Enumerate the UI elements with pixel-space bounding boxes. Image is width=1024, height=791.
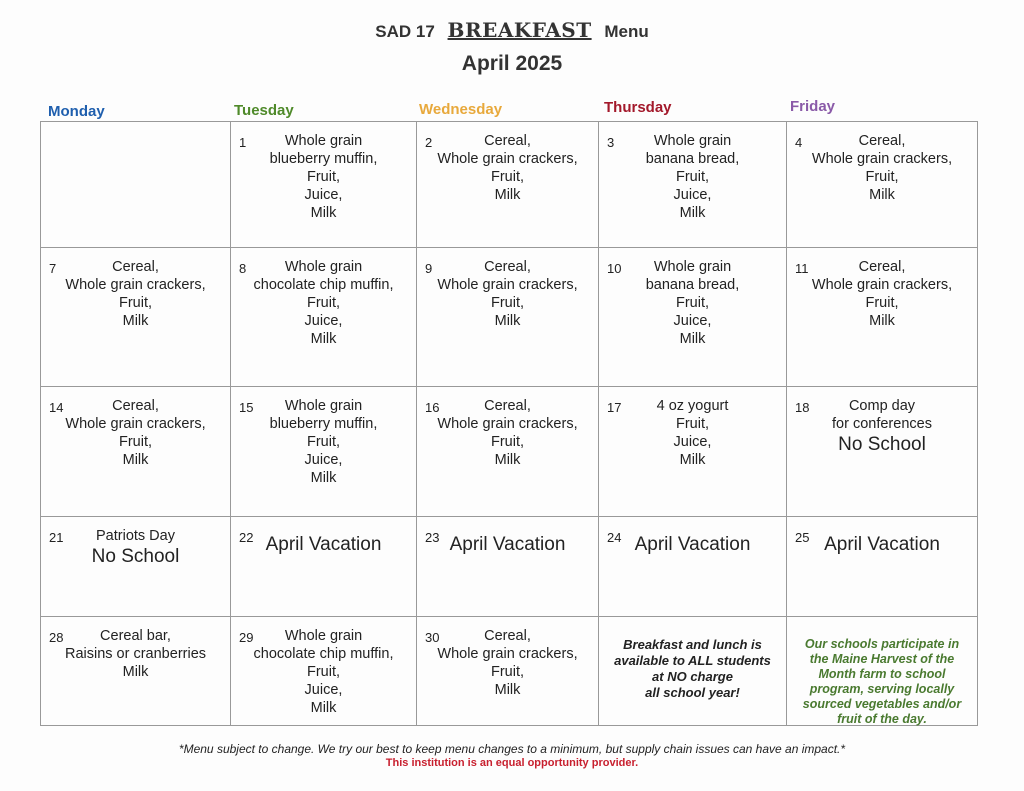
menu-item: Whole grain crackers,	[437, 151, 578, 167]
menu-item: Fruit,	[490, 434, 525, 450]
menu-item: Fruit,	[865, 169, 899, 185]
menu-item: Whole grain	[284, 398, 363, 414]
menu-item: Fruit,	[490, 169, 525, 185]
menu-item: April Vacation	[634, 534, 751, 555]
day-cell-30	[417, 617, 599, 726]
menu-item: Comp day	[848, 398, 916, 414]
menu-item: Whole grain crackers,	[811, 151, 953, 167]
menu-item: Juice,	[673, 434, 712, 450]
note-cell	[787, 617, 978, 726]
menu-item: Whole grain crackers,	[437, 416, 578, 432]
day-number: 29	[239, 630, 254, 645]
menu-items	[599, 527, 786, 557]
menu-item: Cereal,	[484, 398, 531, 414]
day-number: 18	[795, 400, 810, 415]
menu-item: April Vacation	[265, 534, 382, 555]
day-cell-28	[41, 617, 231, 726]
day-cell-2	[417, 122, 599, 248]
day-number: 22	[239, 530, 254, 545]
menu-item: chocolate chip muffin,	[253, 277, 394, 293]
menu-item: Juice,	[304, 313, 343, 329]
menu-items	[787, 527, 977, 557]
note-line: the Maine Harvest of the	[809, 652, 955, 666]
menu-item: banana bread,	[645, 277, 740, 293]
day-cell-8	[231, 248, 417, 387]
day-cell-16	[417, 387, 599, 517]
menu-items	[599, 258, 786, 348]
menu-item: Cereal,	[484, 133, 531, 149]
menu-title	[0, 18, 1024, 42]
menu-item: Cereal,	[112, 398, 159, 414]
day-cell-10	[599, 248, 787, 387]
menu-items	[787, 132, 977, 204]
menu-month: April 2025	[461, 52, 563, 75]
menu-item: Fruit,	[865, 295, 899, 311]
note-text	[599, 627, 786, 701]
menu-items	[231, 397, 416, 487]
menu-items	[417, 527, 598, 557]
menu-item: Milk	[122, 313, 149, 329]
title-suffix: Menu	[604, 22, 649, 41]
menu-items	[231, 527, 416, 557]
day-number: 14	[49, 400, 64, 415]
day-cell-18	[787, 387, 978, 517]
day-header-tuesday: Tuesday	[234, 102, 294, 119]
menu-item: Whole grain	[284, 259, 363, 275]
menu-items	[787, 397, 977, 457]
note-line: Our schools participate in	[804, 637, 960, 651]
menu-item: April Vacation	[449, 534, 566, 555]
menu-item: Fruit,	[675, 295, 710, 311]
day-cell-7	[41, 248, 231, 387]
menu-item: Milk	[869, 313, 895, 329]
menu-item: April Vacation	[824, 534, 940, 555]
menu-item: banana bread,	[645, 151, 740, 167]
day-cell-23	[417, 517, 599, 617]
menu-item: Raisins or cranberries	[64, 646, 207, 662]
menu-items	[41, 258, 230, 330]
menu-item: Whole grain	[284, 628, 363, 644]
title-main: BREAKFAST	[447, 18, 592, 42]
note-text	[787, 627, 977, 727]
menu-item: Milk	[310, 470, 337, 486]
empty-cell	[41, 122, 231, 248]
menu-item: Cereal,	[858, 133, 906, 149]
day-header-monday: Monday	[48, 103, 105, 120]
menu-item: Fruit,	[490, 664, 525, 680]
menu-item: blueberry muffin,	[269, 151, 378, 167]
day-number: 21	[49, 530, 64, 545]
menu-item: Whole grain	[653, 133, 732, 149]
menu-item: Whole grain	[653, 259, 732, 275]
day-header-wednesday: Wednesday	[419, 101, 503, 118]
menu-item: Fruit,	[306, 664, 341, 680]
menu-items	[41, 527, 230, 569]
menu-items	[599, 132, 786, 222]
menu-item: Whole grain crackers,	[437, 646, 578, 662]
menu-item: Milk	[679, 452, 706, 468]
day-cell-21	[41, 517, 231, 617]
menu-item: Cereal,	[484, 259, 531, 275]
menu-item: Milk	[122, 452, 149, 468]
menu-items	[417, 627, 598, 699]
title-prefix: SAD 17	[375, 22, 435, 41]
menu-item: Patriots Day	[96, 528, 175, 544]
menu-item: Juice,	[304, 682, 343, 698]
note-line: Month farm to school	[818, 667, 946, 681]
day-number: 10	[607, 261, 622, 276]
note-line: program, serving locally	[809, 682, 955, 696]
menu-item: Milk	[310, 331, 337, 347]
menu-item: Milk	[494, 452, 521, 468]
menu-item: Milk	[310, 700, 337, 716]
menu-item: chocolate chip muffin,	[253, 646, 394, 662]
note-line: available to ALL students	[614, 653, 771, 668]
day-number: 9	[425, 261, 433, 276]
day-number: 3	[607, 135, 615, 150]
menu-item: Whole grain	[284, 133, 363, 149]
menu-item: Fruit,	[675, 169, 710, 185]
menu-item: Juice,	[673, 187, 712, 203]
menu-item: 4 oz yogurt	[656, 398, 729, 414]
menu-item: Milk	[122, 664, 149, 680]
menu-item: Whole grain crackers,	[811, 277, 953, 293]
day-number: 15	[239, 400, 254, 415]
menu-item: Fruit,	[306, 434, 341, 450]
day-number: 23	[425, 530, 440, 545]
day-cell-29	[231, 617, 417, 726]
menu-item: Milk	[494, 313, 521, 329]
day-number: 24	[607, 530, 622, 545]
menu-item: Fruit,	[490, 295, 525, 311]
menu-items	[787, 258, 977, 330]
menu-items	[417, 132, 598, 204]
menu-items	[417, 258, 598, 330]
menu-item: for conferences	[832, 416, 932, 432]
note-line: sourced vegetables and/or	[802, 697, 962, 711]
menu-item: Cereal,	[484, 628, 531, 644]
menu-item: Milk	[679, 205, 706, 221]
menu-item: Milk	[679, 331, 706, 347]
day-number: 28	[49, 630, 64, 645]
menu-items	[231, 627, 416, 717]
menu-item: blueberry muffin,	[269, 416, 378, 432]
menu-item: Juice,	[304, 452, 343, 468]
day-cell-3	[599, 122, 787, 248]
day-cell-25	[787, 517, 978, 617]
note-line: all school year!	[645, 685, 740, 700]
menu-items	[417, 397, 598, 469]
menu-item: Milk	[310, 205, 337, 221]
menu-item: Whole grain crackers,	[437, 277, 578, 293]
day-cell-14	[41, 387, 231, 517]
menu-item: No School	[91, 546, 180, 567]
menu-item: Milk	[869, 187, 895, 203]
menu-item: Milk	[494, 682, 521, 698]
note-line: at NO charge	[652, 669, 733, 684]
equal-opportunity-statement: This institution is an equal opportunity provider.	[385, 757, 639, 769]
day-number: 8	[239, 261, 247, 276]
day-header-thursday: Thursday	[604, 99, 672, 116]
menu-item: Fruit,	[118, 295, 153, 311]
day-cell-15	[231, 387, 417, 517]
day-number: 4	[795, 135, 803, 150]
day-cell-4	[787, 122, 978, 248]
menu-item: Fruit,	[306, 295, 341, 311]
note-cell	[599, 617, 787, 726]
menu-item: Cereal bar,	[100, 628, 171, 644]
menu-items	[41, 397, 230, 469]
menu-item: Fruit,	[675, 416, 710, 432]
day-cell-24	[599, 517, 787, 617]
day-number: 1	[239, 135, 247, 150]
menu-item: Whole grain crackers,	[65, 277, 206, 293]
day-cell-11	[787, 248, 978, 387]
menu-item: Juice,	[673, 313, 712, 329]
menu-items	[599, 397, 786, 469]
day-cell-1	[231, 122, 417, 248]
menu-items	[231, 132, 416, 222]
menu-item: Milk	[494, 187, 521, 203]
day-number: 7	[49, 261, 57, 276]
note-line: fruit of the day.	[837, 712, 927, 726]
day-header-friday: Friday	[790, 98, 836, 115]
day-number: 16	[425, 400, 440, 415]
menu-item: Whole grain crackers,	[65, 416, 206, 432]
day-number: 30	[425, 630, 440, 645]
day-number: 25	[795, 530, 810, 545]
menu-items	[41, 627, 230, 681]
menu-item: Fruit,	[118, 434, 153, 450]
day-number: 17	[607, 400, 622, 415]
day-cell-17	[599, 387, 787, 517]
disclaimer: *Menu subject to change. We try our best to keep menu changes to a minimum, but supply chain issues can have an impact.*	[178, 742, 846, 756]
day-number: 11	[795, 261, 809, 276]
menu-item: Fruit,	[306, 169, 341, 185]
menu-item: No School	[838, 434, 926, 455]
note-line: Breakfast and lunch is	[623, 637, 762, 652]
day-cell-22	[231, 517, 417, 617]
menu-item: Cereal,	[858, 259, 906, 275]
calendar-grid	[40, 121, 978, 726]
day-cell-9	[417, 248, 599, 387]
menu-item: Juice,	[304, 187, 343, 203]
menu-items	[231, 258, 416, 348]
menu-item: Cereal,	[112, 259, 159, 275]
day-number: 2	[425, 135, 433, 150]
